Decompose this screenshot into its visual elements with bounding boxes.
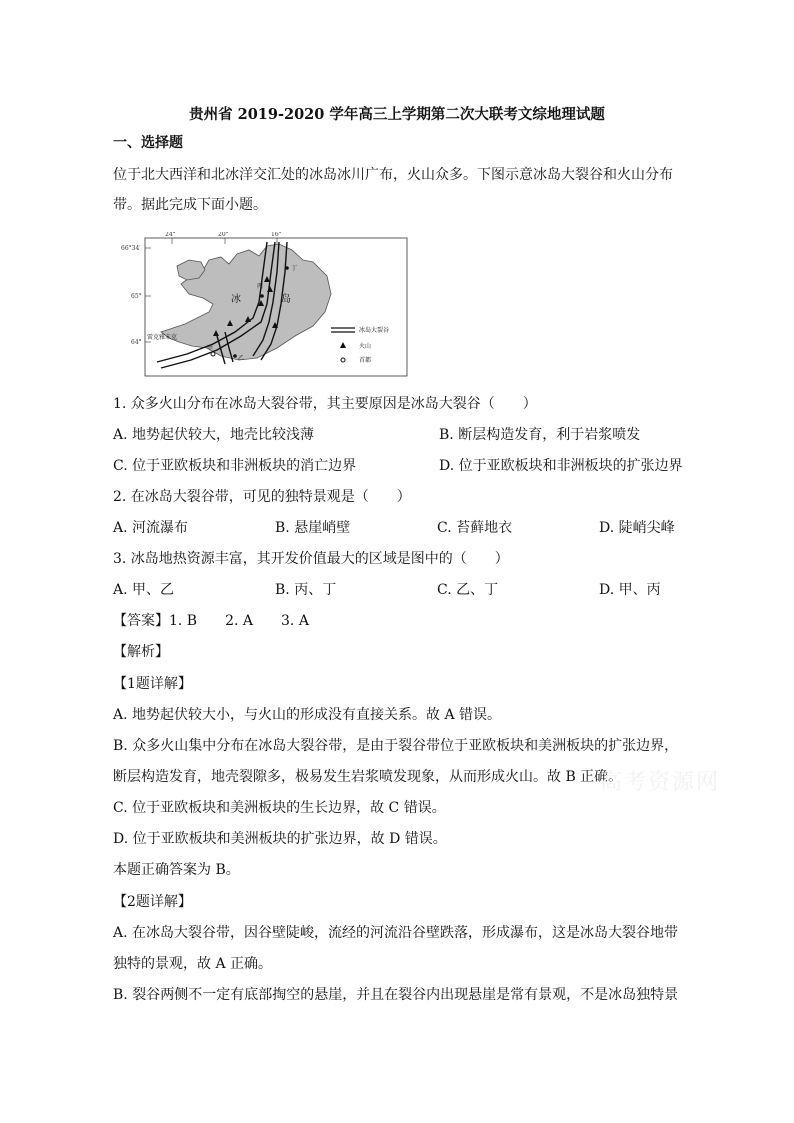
q3-option-d: D. 甲、丙 <box>599 582 661 598</box>
map-legend <box>331 326 389 364</box>
detail-1-heading: 【1题详解】 <box>113 676 192 692</box>
q2-option-c: C. 苔藓地衣 <box>437 520 513 536</box>
detail-2-a-line1: A. 在冰岛大裂谷带，因谷壁陡峻，流经的河流沿谷壁跌落，形成瀑布，这是冰岛大裂谷地带 <box>113 925 679 941</box>
q2-stem: 2. 在冰岛大裂谷带，可见的独特景观是（ ） <box>113 489 411 505</box>
q1-stem: 1. 众多火山分布在冰岛大裂谷带，其主要原因是冰岛大裂谷（ ） <box>113 396 537 412</box>
answer-line: 【答案】1. B 2. A 3. A <box>113 613 309 629</box>
q3-option-b: B. 丙、丁 <box>275 582 337 598</box>
intro-line-1: 位于北大西洋和北冰洋交汇处的冰岛冰川广布，火山众多。下图示意冰岛大裂谷和火山分布 <box>113 167 673 183</box>
q1-option-b: B. 断层构造发育，利于岩浆喷发 <box>439 427 641 443</box>
legend-volcano-label: 火山 <box>359 343 372 350</box>
place-yi-label: 乙 <box>238 355 245 362</box>
lat-label-64: 64° <box>131 339 142 346</box>
iceland-rift-map <box>117 232 412 382</box>
q1-option-d: D. 位于亚欧板块和非洲板块的扩张边界 <box>439 458 683 474</box>
island-label-1: 冰 <box>231 294 241 305</box>
lon-label-20: 20° <box>218 232 229 238</box>
reykjavik-label: 雷克雅未克 <box>147 334 178 341</box>
lon-label-16: 16° <box>271 232 282 238</box>
intro-line-2: 带。据此完成下面小题。 <box>113 197 267 213</box>
q1-option-c: C. 位于亚欧板块和非洲板块的消亡边界 <box>113 458 357 474</box>
detail-2-b-line1: B. 裂谷两侧不一定有底部掏空的悬崖，并且在裂谷内出现悬崖是常有景观，不是冰岛独特景 <box>113 987 679 1003</box>
analysis-label: 【解析】 <box>113 644 169 660</box>
detail-1-c: C. 位于亚欧板块和美洲板块的生长边界，故 C 错误。 <box>113 800 446 816</box>
detail-1-d: D. 位于亚欧板块和美洲板块的扩张边界，故 D 错误。 <box>113 831 447 847</box>
section-heading: 一、选择题 <box>113 135 183 151</box>
detail-1-b-line1: B. 众多火山集中分布在冰岛大裂谷带，是由于裂谷带位于亚欧板块和美洲板块的扩张边界， <box>113 738 679 754</box>
legend-capital-label: 首都 <box>359 357 372 364</box>
q3-option-a: A. 甲、乙 <box>113 582 175 598</box>
q2-option-d: D. 陡峭尖峰 <box>599 520 675 536</box>
place-bing-dot <box>260 294 264 298</box>
q3-option-c: C. 乙、丁 <box>437 582 499 598</box>
place-bing-label: 丙 <box>257 283 264 290</box>
detail-1-a: A. 地势起伏较大小，与火山的形成没有直接关系。故 A 错误。 <box>113 707 502 723</box>
detail-1-b-line2: 断层构造发育，地壳裂隙多，极易发生岩浆喷发现象，从而形成火山。故 B 正确。 <box>113 769 623 785</box>
place-ding-dot <box>285 266 289 270</box>
place-jia-label: 甲 <box>207 345 214 352</box>
detail-1-conclusion: 本题正确答案为 B。 <box>113 862 240 878</box>
watermark: 高考资源网 <box>600 770 721 795</box>
lon-label-24: 24° <box>165 232 176 238</box>
detail-2-a-line2: 独特的景观，故 A 正确。 <box>113 956 273 972</box>
place-ding-label: 丁 <box>291 265 298 272</box>
lat-label-65: 65° <box>131 293 142 300</box>
detail-2-heading: 【2题详解】 <box>113 894 192 910</box>
q2-option-b: B. 悬崖峭壁 <box>275 520 351 536</box>
legend-rift-label: 冰岛大裂谷 <box>359 327 390 334</box>
document-title: 贵州省 2019-2020 学年高三上学期第二次大联考文综地理试题 <box>189 106 605 123</box>
island-label-2: 岛 <box>281 294 291 305</box>
place-yi-dot <box>233 354 237 358</box>
q3-stem: 3. 冰岛地热资源丰富，其开发价值最大的区域是图中的（ ） <box>113 551 509 567</box>
capital-marker <box>211 352 215 356</box>
q2-option-a: A. 河流瀑布 <box>113 520 189 536</box>
lat-label-66: 66°34′ <box>121 245 141 252</box>
q1-option-a: A. 地势起伏较大，地壳比较浅薄 <box>113 427 315 443</box>
